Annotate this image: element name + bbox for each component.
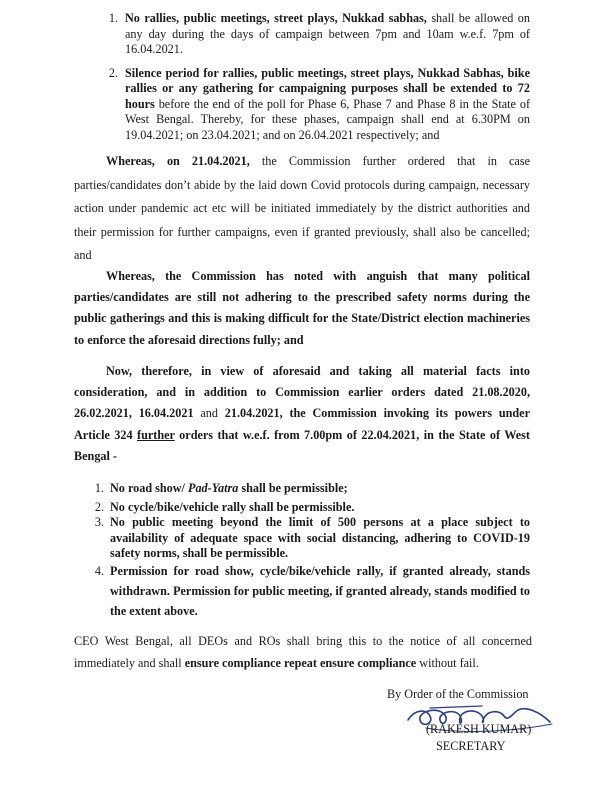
list-item: 1. No road show/ Pad-Yatra shall be permissible; (94, 481, 348, 495)
now-therefore-paragraph: Now, therefore, in view of aforesaid and taking all material facts into consideration, and in addition to Commission earlier orders dated 21.08.2020, 26.02.2021, 16.04.2021 and 21.04.2021, the Commission invoking its powers under Article 324 further orders that w.e.f. from 7.00pm of 22.04.2021, in the State of West Bengal - (74, 364, 530, 463)
list-item: 4. Permission for road show, cycle/bike/vehicle rally, if granted already, stands withdrawn. Permission for public meeting, if granted already, stands modified to the extent above. (94, 564, 530, 619)
list-item: 1. No rallies, public meetings, street plays, Nukkad sabhas, shall be allowed on any day during the days of campaign between 7pm and 10am w.e.f. 7pm of 16.04.2021. (0, 11, 598, 58)
orders-list (0, 481, 598, 621)
list-item: 2. No cycle/bike/vehicle rally shall be permissible. (94, 500, 355, 515)
signature-block (380, 686, 540, 755)
whereas-paragraph-2: Whereas, the Commission has noted with anguish that many political parties/candidates are still not adhering to the prescribed safety norms during the public gatherings and this is making difficult for the State/District election machineries to enforce the aforesaid directions fully; and (74, 269, 530, 347)
list-item: 2. Silence period for rallies, public meetings, street plays, Nukkad Sabhas, bike rallies or any gathering for campaigning purposes shall be extended to 72 hours before the end of the poll for Phase 6, Phase 7 and Phase 8 in the State of West Bengal. Thereby, for these phases, campaign shall end at 6.30PM on 19.04.2021; on 23.04.2021; and on 26.04.2021 respectively; and (0, 66, 598, 144)
by-order-text: By Order of the Commission (387, 687, 529, 701)
whereas-paragraph-1: Whereas, on 21.04.2021, the Commission further ordered that in case parties/candidates don’t abide by the laid down Covid protocols during campaign, necessary action under pandemic act etc will be initiated immediately by the district authorities and their permission for further campaigns, even if granted previously, shall also be cancelled; and (74, 154, 530, 263)
ceo-instruction-paragraph: CEO West Bengal, all DEOs and ROs shall bring this to the notice of all concerned immediately and shall ensure compliance repeat ensure compliance without fail. (74, 634, 532, 670)
signatory-title: SECRETARY (436, 739, 506, 753)
signatory-name: (RAKESH KUMAR) (426, 722, 532, 736)
campaign-restrictions-list (0, 11, 598, 143)
list-item: 3. No public meeting beyond the limit of 500 persons at a place subject to availability of adequate space with social distancing, adhering to COVID-19 safety norms, shall be permissible. (94, 515, 530, 560)
list-number: 2. (108, 65, 118, 80)
list-number: 1. (108, 11, 118, 25)
